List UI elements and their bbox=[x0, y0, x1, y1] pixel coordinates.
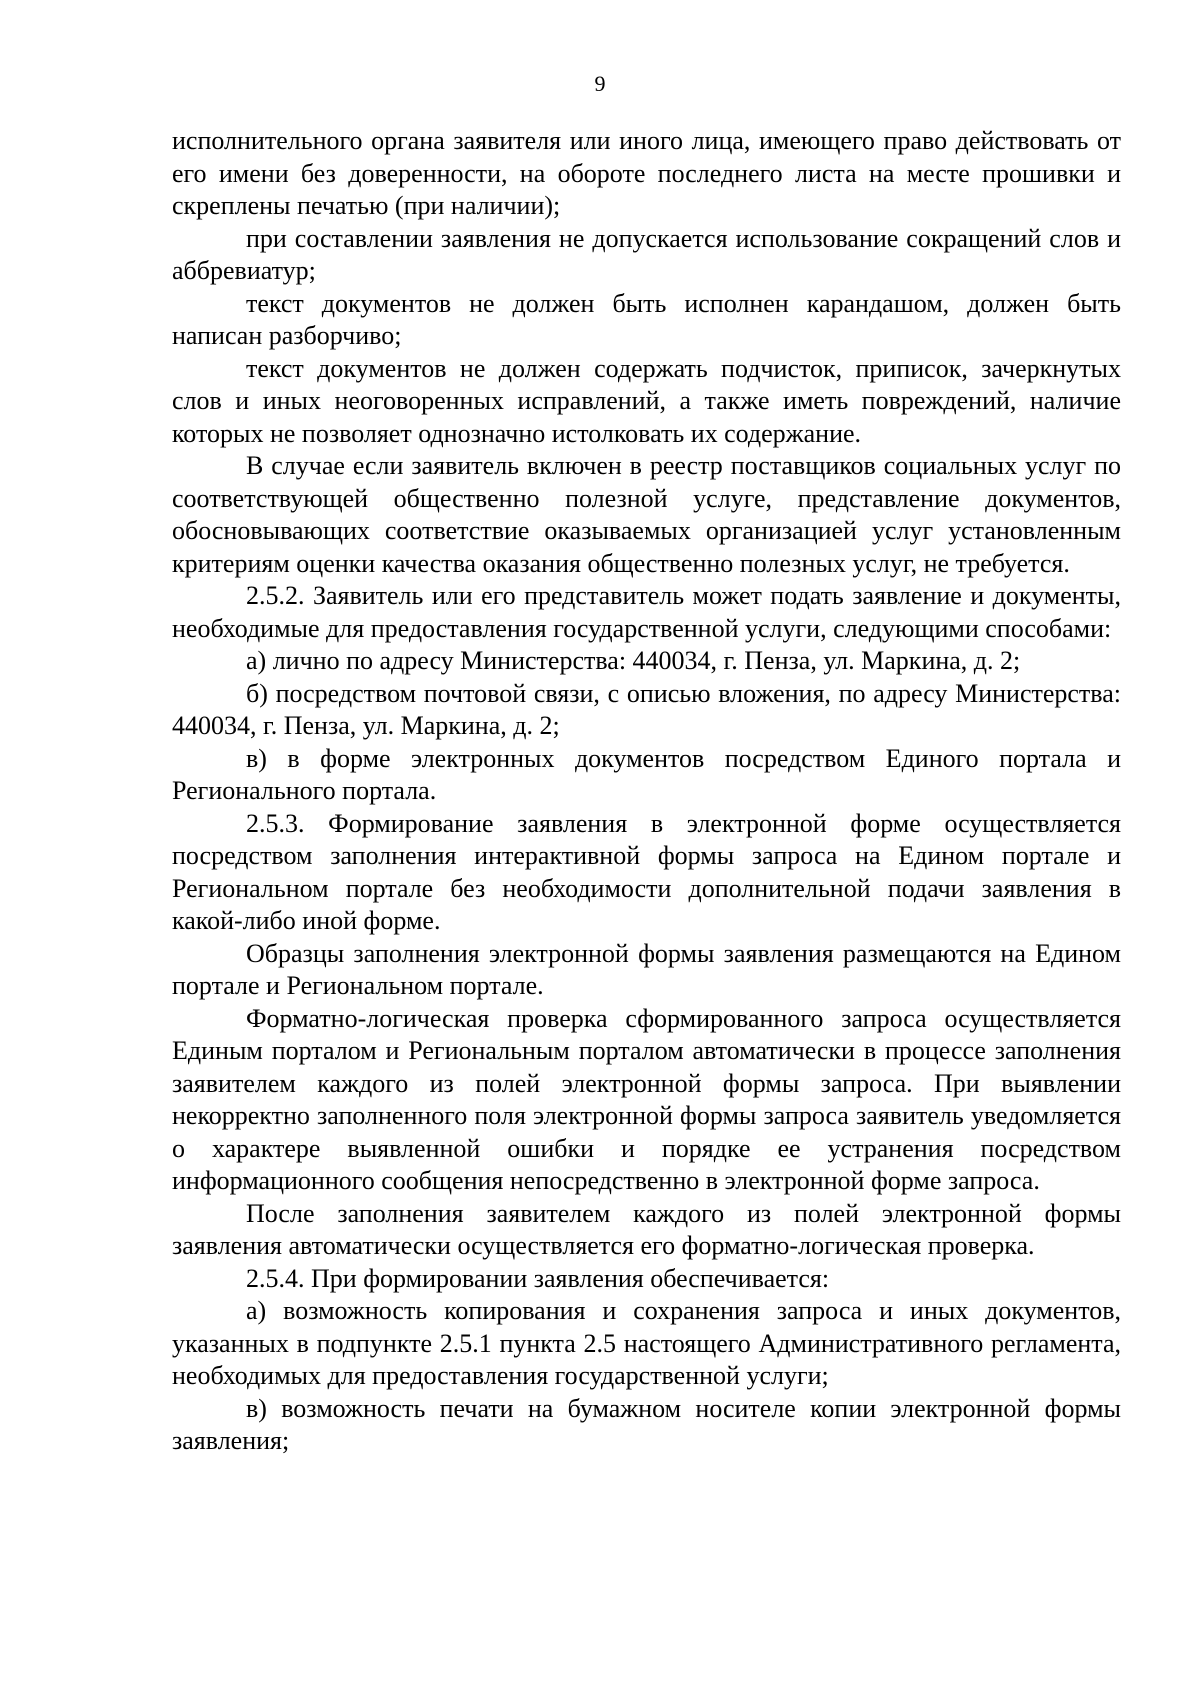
paragraph-no-pencil: текст документов не должен быть исполнен карандашом, должен быть написан разборчиво; bbox=[172, 288, 1121, 350]
paragraph-registry-case: В случае если заявитель включен в реестр поставщиков социальных услуг по соответствующей общественно полезной услуге, представление документов, обосновывающих соответствие оказываемых организацией услуг установленным критериям оценки качества оказания общественно полезных услуг, не требуется. bbox=[172, 451, 1121, 578]
paragraph-no-abbreviations: при составлении заявления не допускается использование сокращений слов и аббревиатур; bbox=[172, 223, 1121, 285]
paragraph-2-5-2-v: в) в форме электронных документов посредством Единого портала и Регионального портала. bbox=[172, 743, 1121, 805]
paragraph-2-5-4-a: а) возможность копирования и сохранения запроса и иных документов, указанных в подпункте 2.5.1 пункта 2.5 настоящего Административного регламента, необходимых для предоставления государственной услуги; bbox=[172, 1296, 1121, 1390]
paragraph-format-check: Форматно-логическая проверка сформированного запроса осуществляется Единым порталом и Региональным порталом автоматически в процессе заполнения заявителем каждого из полей электронной формы запроса. При выявлении некорректно заполненного поля электронной формы запроса заявитель уведомляется о характере выявленной ошибки и порядке ее устранения посредством информационного сообщения непосредственно в электронной форме запроса. bbox=[172, 1003, 1121, 1195]
paragraph-2-5-2: 2.5.2. Заявитель или его представитель может подать заявление и документы, необходимые для предоставления государственной услуги, следующими способами: bbox=[172, 581, 1121, 643]
paragraph-continuation: исполнительного органа заявителя или иного лица, имеющего право действовать от его имени без доверенности, на обороте последнего листа на месте прошивки и скреплены печатью (при наличии); bbox=[172, 126, 1121, 220]
paragraph-no-corrections: текст документов не должен содержать подчисток, приписок, зачеркнутых слов и иных неоговоренных исправлений, а также иметь повреждений, наличие которых не позволяет однозначно истолковать их содержание. bbox=[172, 353, 1121, 448]
paragraph-form-samples: Образцы заполнения электронной формы заявления размещаются на Едином портале и Региональном портале. bbox=[172, 938, 1121, 1000]
paragraph-after-filling: После заполнения заявителем каждого из полей электронной формы заявления автоматически осуществляется его форматно-логическая проверка. bbox=[172, 1198, 1121, 1260]
paragraph-2-5-2-b: б) посредством почтовой связи, с описью вложения, по адресу Министерства: 440034, г. Пенза, ул. Маркина, д. 2; bbox=[172, 678, 1121, 740]
page-number: 9 bbox=[594, 71, 606, 96]
paragraph-2-5-4-v: в) возможность печати на бумажном носителе копии электронной формы заявления; bbox=[172, 1393, 1121, 1455]
paragraph-2-5-3: 2.5.3. Формирование заявления в электронной форме осуществляется посредством заполнения интерактивной формы запроса на Едином портале и Региональном портале без необходимости дополнительной подачи заявления в какой-либо иной форме. bbox=[172, 808, 1121, 935]
document-body bbox=[172, 125, 1121, 1458]
paragraph-2-5-4: 2.5.4. При формировании заявления обеспечивается: bbox=[246, 1263, 830, 1293]
paragraph-2-5-2-a: а) лично по адресу Министерства: 440034, г. Пенза, ул. Маркина, д. 2; bbox=[246, 646, 1021, 675]
